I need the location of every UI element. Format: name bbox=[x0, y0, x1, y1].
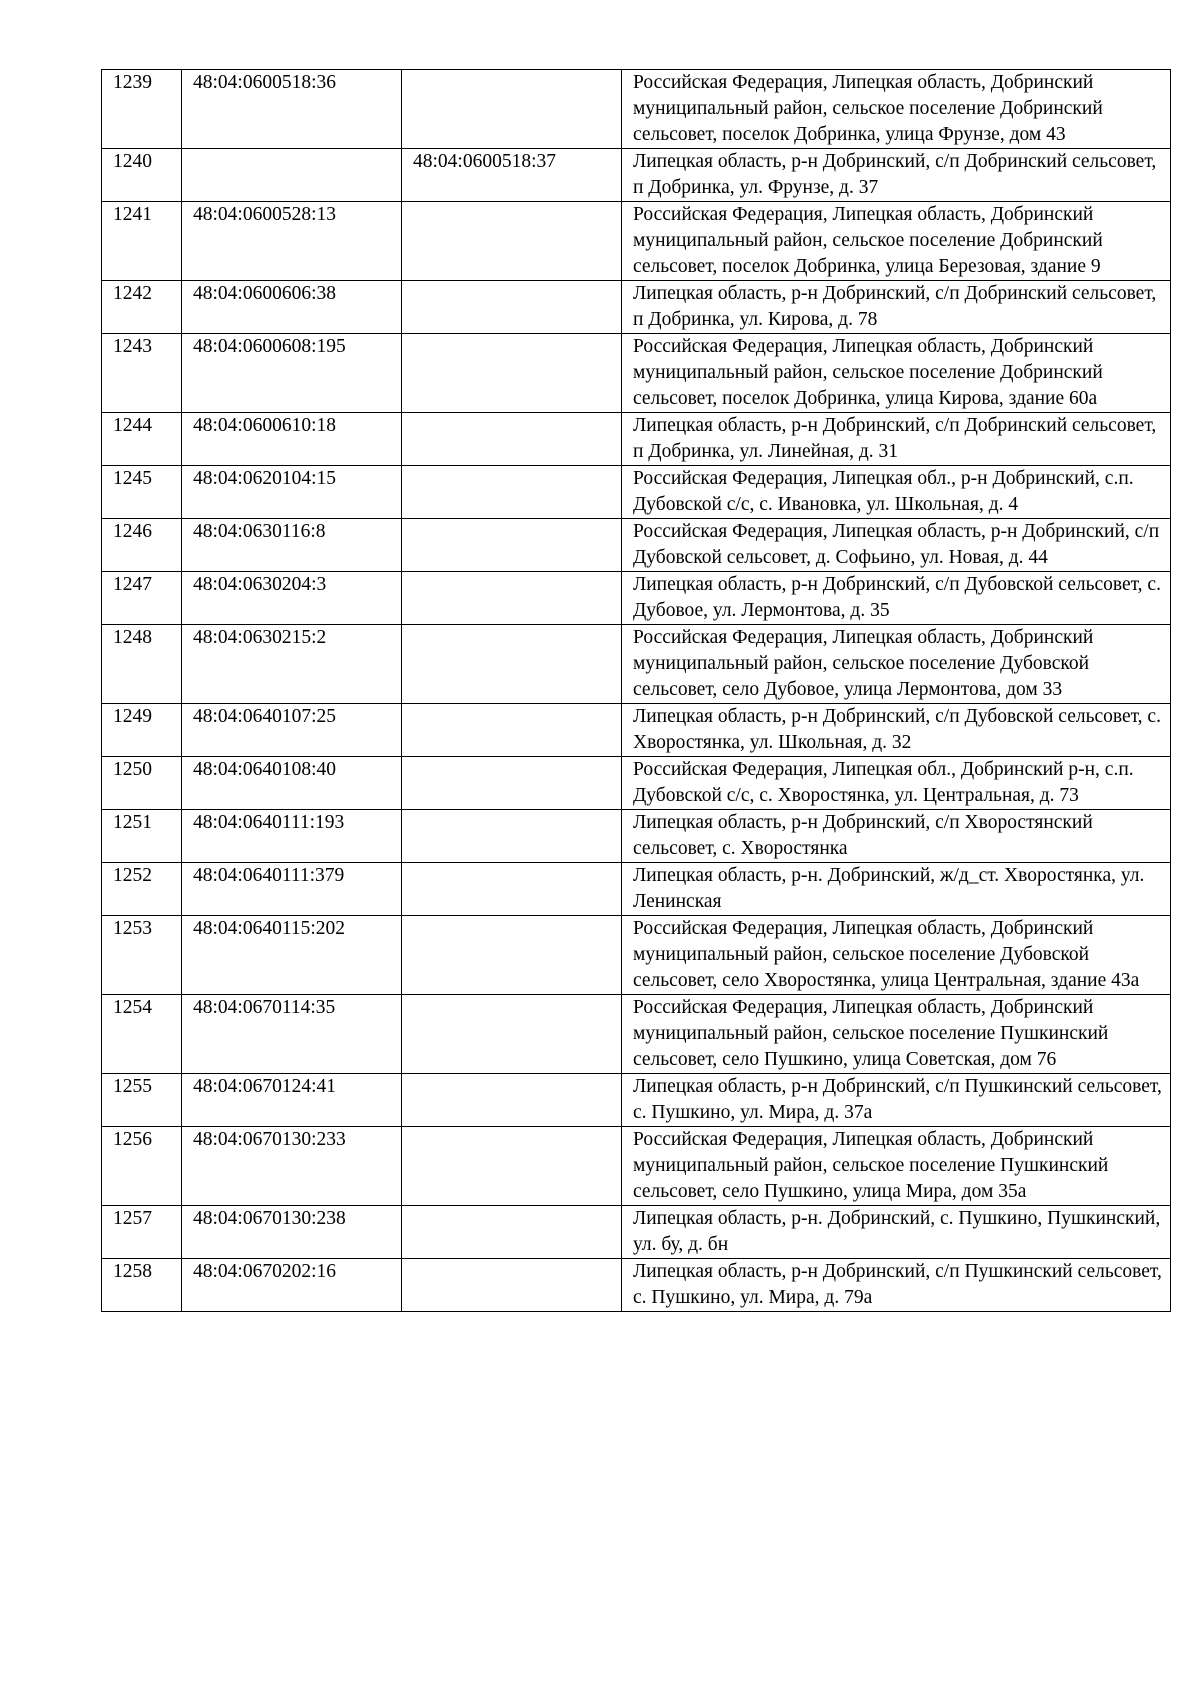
building-cadastral-number-cell bbox=[402, 1074, 622, 1127]
building-cadastral-number-cell bbox=[402, 1127, 622, 1206]
building-cadastral-number-cell bbox=[402, 413, 622, 466]
registry-table bbox=[101, 69, 1171, 1312]
table-row bbox=[102, 572, 1171, 625]
land-cadastral-number-cell: 48:04:0600606:38 bbox=[182, 281, 402, 334]
address-cell: Российская Федерация, Липецкая область, Добринский муниципальный район, сельское поселение Добринский сельсовет, поселок Добринка, улица Фрунзе, дом 43 bbox=[622, 70, 1171, 149]
table-row bbox=[102, 810, 1171, 863]
row-number-cell: 1247 bbox=[102, 572, 182, 625]
row-number-cell: 1249 bbox=[102, 704, 182, 757]
land-cadastral-number-cell: 48:04:0670124:41 bbox=[182, 1074, 402, 1127]
address-cell: Российская Федерация, Липецкая область, р-н Добринский, с/п Дубовской сельсовет, д. Софьино, ул. Новая, д. 44 bbox=[622, 519, 1171, 572]
row-number-cell: 1245 bbox=[102, 466, 182, 519]
land-cadastral-number-cell: 48:04:0600608:195 bbox=[182, 334, 402, 413]
building-cadastral-number-cell bbox=[402, 519, 622, 572]
land-cadastral-number-cell: 48:04:0600610:18 bbox=[182, 413, 402, 466]
building-cadastral-number-cell bbox=[402, 810, 622, 863]
building-cadastral-number-cell bbox=[402, 757, 622, 810]
table-row bbox=[102, 1127, 1171, 1206]
land-cadastral-number-cell: 48:04:0640107:25 bbox=[182, 704, 402, 757]
land-cadastral-number-cell: 48:04:0640111:193 bbox=[182, 810, 402, 863]
table-row bbox=[102, 519, 1171, 572]
address-cell: Российская Федерация, Липецкая область, Добринский муниципальный район, сельское поселение Пушкинский сельсовет, село Пушкино, улица Советская, дом 76 bbox=[622, 995, 1171, 1074]
land-cadastral-number-cell: 48:04:0670202:16 bbox=[182, 1259, 402, 1312]
building-cadastral-number-cell bbox=[402, 916, 622, 995]
land-cadastral-number-cell: 48:04:0670130:233 bbox=[182, 1127, 402, 1206]
row-number-cell: 1258 bbox=[102, 1259, 182, 1312]
building-cadastral-number-cell bbox=[402, 466, 622, 519]
address-cell: Российская Федерация, Липецкая область, Добринский муниципальный район, сельское поселение Дубовской сельсовет, село Дубовое, улица Лермонтова, дом 33 bbox=[622, 625, 1171, 704]
land-cadastral-number-cell: 48:04:0630116:8 bbox=[182, 519, 402, 572]
table-row bbox=[102, 281, 1171, 334]
address-cell: Липецкая область, р-н Добринский, с/п Пушкинский сельсовет, с. Пушкино, ул. Мира, д. 37а bbox=[622, 1074, 1171, 1127]
address-cell: Липецкая область, р-н Добринский, с/п Хворостянский сельсовет, с. Хворостянка bbox=[622, 810, 1171, 863]
address-cell: Российская Федерация, Липецкая область, Добринский муниципальный район, сельское поселение Пушкинский сельсовет, село Пушкино, улица Мира, дом 35а bbox=[622, 1127, 1171, 1206]
address-cell: Российская Федерация, Липецкая обл., Добринский р-н, с.п. Дубовской с/с, с. Хворостянка, ул. Центральная, д. 73 bbox=[622, 757, 1171, 810]
table-row bbox=[102, 70, 1171, 149]
address-cell: Липецкая область, р-н Добринский, с/п Пушкинский сельсовет, с. Пушкино, ул. Мира, д. 79а bbox=[622, 1259, 1171, 1312]
building-cadastral-number-cell bbox=[402, 334, 622, 413]
table-row bbox=[102, 1206, 1171, 1259]
row-number-cell: 1251 bbox=[102, 810, 182, 863]
registry-table-body bbox=[102, 70, 1171, 1312]
building-cadastral-number-cell bbox=[402, 1206, 622, 1259]
land-cadastral-number-cell: 48:04:0630215:2 bbox=[182, 625, 402, 704]
table-row bbox=[102, 704, 1171, 757]
row-number-cell: 1252 bbox=[102, 863, 182, 916]
building-cadastral-number-cell bbox=[402, 70, 622, 149]
table-row bbox=[102, 863, 1171, 916]
address-cell: Липецкая область, р-н Добринский, с/п Дубовской сельсовет, с. Дубовое, ул. Лермонтова, д. 35 bbox=[622, 572, 1171, 625]
table-row bbox=[102, 1259, 1171, 1312]
land-cadastral-number-cell: 48:04:0600528:13 bbox=[182, 202, 402, 281]
address-cell: Липецкая область, р-н. Добринский, ж/д_ст. Хворостянка, ул. Ленинская bbox=[622, 863, 1171, 916]
land-cadastral-number-cell: 48:04:0630204:3 bbox=[182, 572, 402, 625]
building-cadastral-number-cell bbox=[402, 202, 622, 281]
row-number-cell: 1250 bbox=[102, 757, 182, 810]
row-number-cell: 1246 bbox=[102, 519, 182, 572]
address-cell: Российская Федерация, Липецкая область, Добринский муниципальный район, сельское поселение Добринский сельсовет, поселок Добринка, улица Кирова, здание 60а bbox=[622, 334, 1171, 413]
building-cadastral-number-cell bbox=[402, 281, 622, 334]
table-row bbox=[102, 466, 1171, 519]
row-number-cell: 1248 bbox=[102, 625, 182, 704]
land-cadastral-number-cell bbox=[182, 149, 402, 202]
table-row bbox=[102, 202, 1171, 281]
address-cell: Российская Федерация, Липецкая область, Добринский муниципальный район, сельское поселение Дубовской сельсовет, село Хворостянка, улица Центральная, здание 43а bbox=[622, 916, 1171, 995]
table-row bbox=[102, 625, 1171, 704]
row-number-cell: 1240 bbox=[102, 149, 182, 202]
row-number-cell: 1244 bbox=[102, 413, 182, 466]
table-row bbox=[102, 916, 1171, 995]
address-cell: Липецкая область, р-н Добринский, с/п Дубовской сельсовет, с. Хворостянка, ул. Школьная, д. 32 bbox=[622, 704, 1171, 757]
row-number-cell: 1239 bbox=[102, 70, 182, 149]
land-cadastral-number-cell: 48:04:0620104:15 bbox=[182, 466, 402, 519]
table-row bbox=[102, 334, 1171, 413]
land-cadastral-number-cell: 48:04:0640111:379 bbox=[182, 863, 402, 916]
land-cadastral-number-cell: 48:04:0640115:202 bbox=[182, 916, 402, 995]
table-row bbox=[102, 1074, 1171, 1127]
document-page bbox=[101, 69, 1170, 1312]
address-cell: Российская Федерация, Липецкая область, Добринский муниципальный район, сельское поселение Добринский сельсовет, поселок Добринка, улица Березовая, здание 9 bbox=[622, 202, 1171, 281]
row-number-cell: 1255 bbox=[102, 1074, 182, 1127]
address-cell: Липецкая область, р-н Добринский, с/п Добринский сельсовет, п Добринка, ул. Кирова, д. 78 bbox=[622, 281, 1171, 334]
building-cadastral-number-cell bbox=[402, 625, 622, 704]
row-number-cell: 1241 bbox=[102, 202, 182, 281]
building-cadastral-number-cell bbox=[402, 863, 622, 916]
address-cell: Российская Федерация, Липецкая обл., р-н Добринский, с.п. Дубовской с/с, с. Ивановка, ул. Школьная, д. 4 bbox=[622, 466, 1171, 519]
address-cell: Липецкая область, р-н. Добринский, с. Пушкино, Пушкинский, ул. бу, д. бн bbox=[622, 1206, 1171, 1259]
row-number-cell: 1256 bbox=[102, 1127, 182, 1206]
land-cadastral-number-cell: 48:04:0670130:238 bbox=[182, 1206, 402, 1259]
building-cadastral-number-cell bbox=[402, 995, 622, 1074]
row-number-cell: 1254 bbox=[102, 995, 182, 1074]
address-cell: Липецкая область, р-н Добринский, с/п Добринский сельсовет, п Добринка, ул. Линейная, д. 31 bbox=[622, 413, 1171, 466]
building-cadastral-number-cell bbox=[402, 704, 622, 757]
row-number-cell: 1243 bbox=[102, 334, 182, 413]
building-cadastral-number-cell bbox=[402, 572, 622, 625]
building-cadastral-number-cell: 48:04:0600518:37 bbox=[402, 149, 622, 202]
address-cell: Липецкая область, р-н Добринский, с/п Добринский сельсовет, п Добринка, ул. Фрунзе, д. 37 bbox=[622, 149, 1171, 202]
row-number-cell: 1257 bbox=[102, 1206, 182, 1259]
table-row bbox=[102, 995, 1171, 1074]
table-row bbox=[102, 757, 1171, 810]
table-row bbox=[102, 413, 1171, 466]
row-number-cell: 1253 bbox=[102, 916, 182, 995]
land-cadastral-number-cell: 48:04:0670114:35 bbox=[182, 995, 402, 1074]
land-cadastral-number-cell: 48:04:0640108:40 bbox=[182, 757, 402, 810]
land-cadastral-number-cell: 48:04:0600518:36 bbox=[182, 70, 402, 149]
table-row bbox=[102, 149, 1171, 202]
row-number-cell: 1242 bbox=[102, 281, 182, 334]
building-cadastral-number-cell bbox=[402, 1259, 622, 1312]
